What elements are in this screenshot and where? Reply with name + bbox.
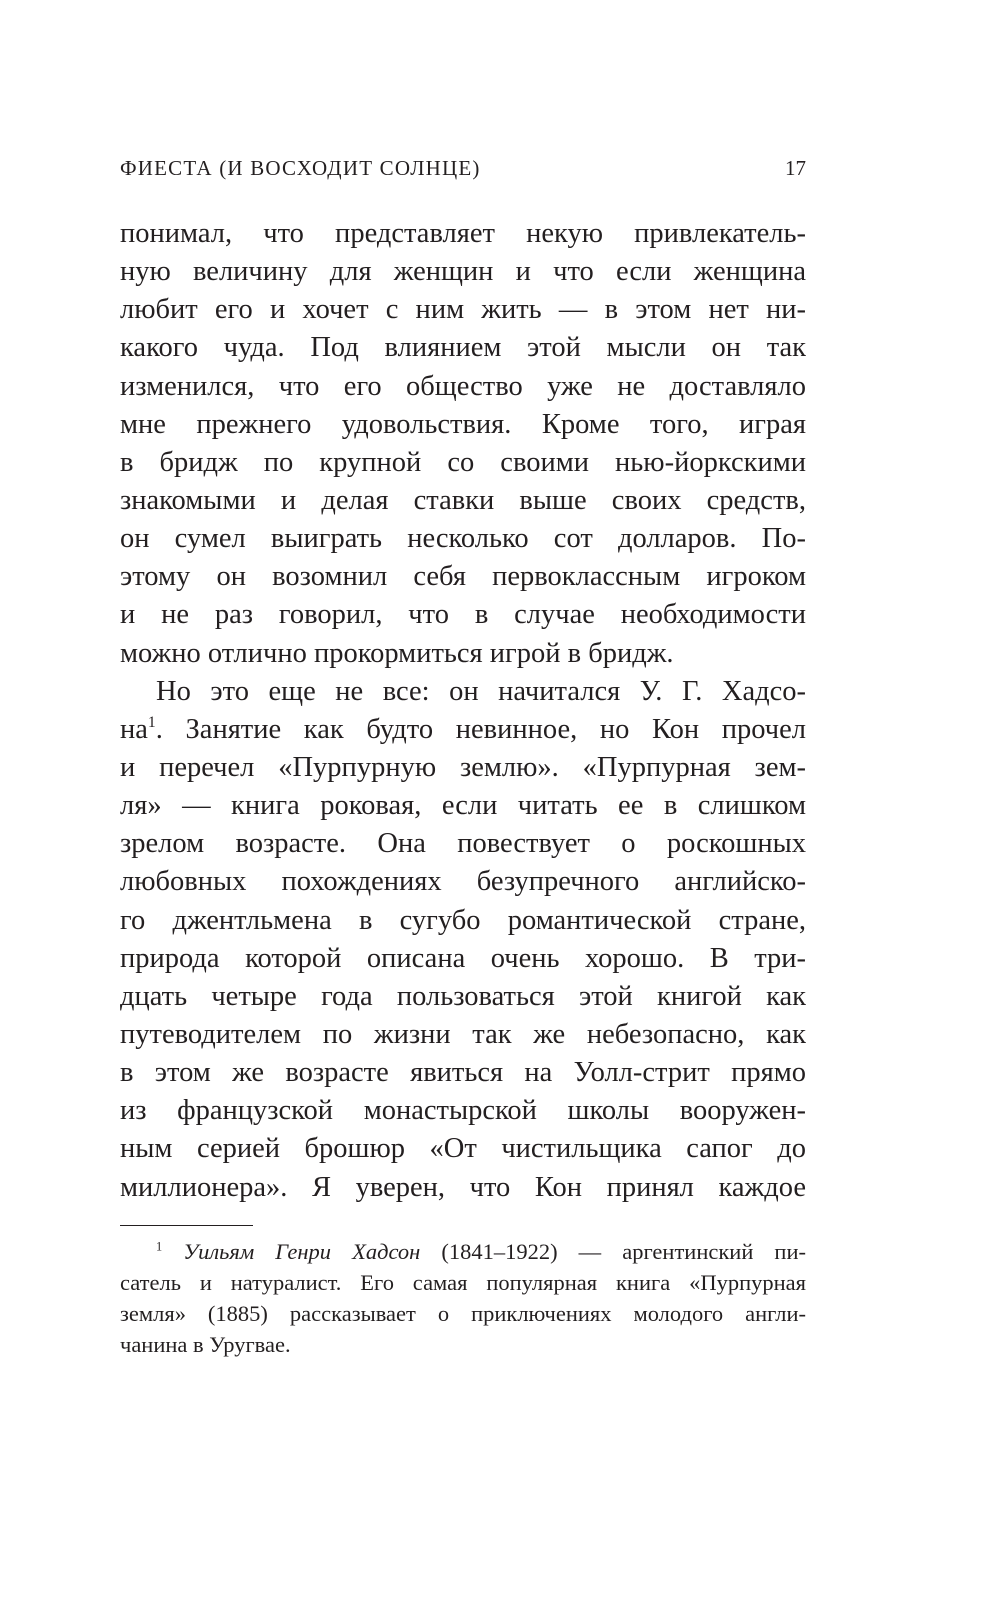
footnote-line — [120, 1236, 806, 1267]
body-text — [120, 215, 806, 1207]
footnote-person-name: Уильям Генри Хадсон — [183, 1239, 421, 1264]
text-line: можно отлично прокормиться игрой в бридж. — [120, 637, 674, 669]
text-line: путеводителем по жизни так же небезопасно, как — [120, 1018, 806, 1050]
text-line: и не раз говорил, что в случае необходимости — [120, 599, 806, 631]
text-line: знакомыми и делая ставки выше своих средств, — [120, 484, 806, 516]
running-header — [120, 156, 806, 186]
text-line: ную величину для женщин и что если женщина — [120, 256, 806, 288]
text-line: ля» — книга роковая, если читать ее в слишком — [120, 790, 806, 822]
footnote — [120, 1236, 806, 1360]
text-line: ным серией брошюр «От чистильщика сапог до — [120, 1133, 806, 1165]
text-line: го джентльмена в сугубо романтической стране, — [120, 904, 806, 936]
text-fragment: (1841–1922) — аргентинский пи- — [420, 1239, 807, 1264]
text-line: миллионера». Я уверен, что Кон принял каждое — [120, 1171, 806, 1203]
text-fragment: на — [120, 713, 148, 745]
text-line: в бридж по крупной со своими нью-йоркскими — [120, 446, 806, 478]
text-line: он сумел выиграть несколько сот долларов. По- — [120, 523, 806, 555]
text-line: изменился, что его общество уже не доставляло — [120, 370, 806, 402]
text-line: природа которой описана очень хорошо. В три- — [120, 942, 806, 974]
text-line: в этом же возрасте явиться на Уолл-стрит прямо — [120, 1057, 806, 1089]
text-line: Но это еще не все: он начитался У. Г. Хадсо- — [156, 675, 806, 707]
text-line — [120, 711, 806, 749]
text-line: этому он возомнил себя первоклассным игроком — [120, 561, 806, 593]
footnote-marker: 1 — [156, 1239, 163, 1254]
text-line: понимал, что представляет некую привлекатель- — [120, 218, 806, 249]
text-line: любит его и хочет с ним жить — в этом нет ни- — [120, 294, 806, 326]
text-line: и перечел «Пурпурную землю». «Пурпурная зем- — [120, 751, 806, 783]
text-line: из французской монастырской школы вооружен- — [120, 1095, 806, 1127]
running-title: ФИЕСТА (И ВОСХОДИТ СОЛНЦЕ) — [120, 156, 481, 180]
text-line: какого чуда. Под влиянием этой мысли он так — [120, 332, 806, 364]
footnote-line: чанина в Уругвае. — [120, 1332, 291, 1357]
footnote-line: земля» (1885) рассказывает о приключениях молодого англи- — [120, 1301, 806, 1326]
text-line: мне прежнего удовольствия. Кроме того, играя — [120, 408, 806, 440]
text-fragment: . Занятие как будто невинное, но Кон прочел — [155, 713, 806, 745]
text-line: зрелом возрасте. Она повествует о роскошных — [120, 828, 806, 860]
footnote-reference[interactable]: 1 — [147, 713, 156, 731]
footnote-line: сатель и натуралист. Его самая популярная книга «Пурпурная — [120, 1270, 806, 1295]
text-line: дцать четыре года пользоваться этой книгой как — [120, 980, 806, 1012]
page-number: 17 — [785, 156, 806, 180]
footnote-divider — [120, 1225, 253, 1226]
text-line: любовных похождениях безупречного английско- — [120, 866, 806, 898]
